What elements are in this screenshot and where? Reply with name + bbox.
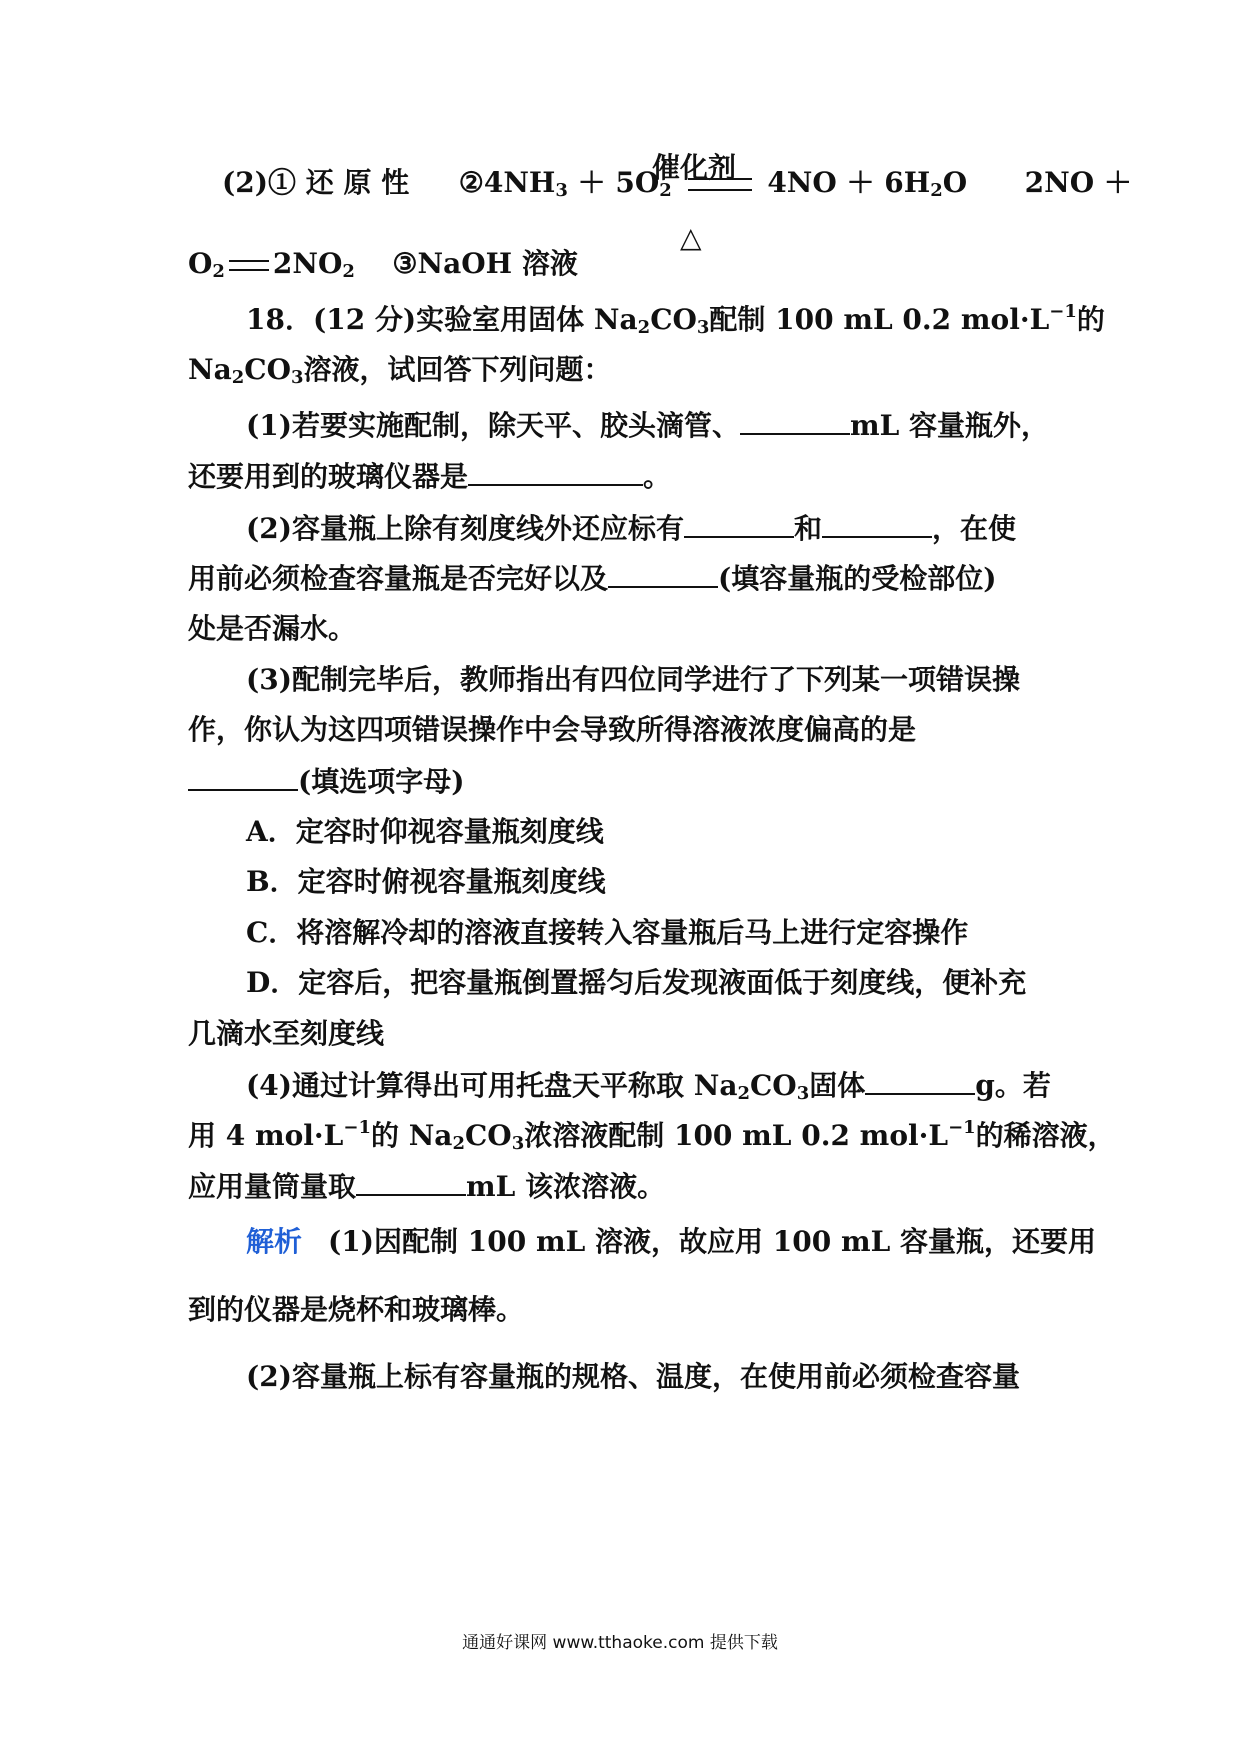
part-4-line-2: 用 4 $mol\cdot L^{-1}$的 $Na_2CO_3$浓溶液配制 100 mL 0.2 $mol\cdot L^{-1}$的稀溶液，	[188, 1117, 1116, 1154]
answer-blank[interactable]	[865, 1065, 975, 1095]
part-3-line-3: (填选项字母)	[188, 761, 1060, 802]
part-1-line-2: 还要用到的玻璃仪器是 。	[188, 456, 1060, 497]
question-18-heading: 18．(12 分)实验室用固体 $Na_2CO_3$配制 100 mL 0.2 $mol\cdot L^{-1}$的	[246, 301, 1105, 338]
answer-line-2: $O_2$ $2NO_2$ ③NaOH 溶液	[188, 247, 578, 282]
question-18-line-2: $Na_2CO_3$溶液，试回答下列问题：	[188, 353, 612, 388]
part-2-line-1: (2)容量瓶上除有刻度线外还应标有 和 ，在使	[246, 508, 1060, 549]
equal-sign	[229, 260, 269, 271]
answer-blank[interactable]	[684, 508, 794, 538]
answer-line-1: (2)① 还 原 性 $②4NH_3 + 5O_2$ $4NO + 6H_2O$ 2NO ＋	[222, 166, 1132, 201]
part-1-line-1: (1)若要实施配制，除天平、胶头滴管、 mL 容量瓶外，	[246, 405, 1060, 446]
option-c: C．将溶解冷却的溶液直接转入容量瓶后马上进行定容操作	[246, 916, 969, 949]
analysis-label: 解析	[246, 1225, 303, 1258]
answer-blank[interactable]	[822, 508, 932, 538]
answer-blank[interactable]	[608, 558, 718, 588]
part-4-line-1: (4)通过计算得出可用托盘天平称取 $Na_2CO_3$固体 g。若	[246, 1065, 1060, 1106]
page-footer: 通通好课网 www.tthaoke.com 提供下载	[462, 1633, 778, 1653]
reaction-equal-sign	[688, 178, 752, 191]
option-d-line-2: 几滴水至刻度线	[188, 1017, 385, 1050]
part-3-line-1: (3)配制完毕后，教师指出有四位同学进行了下列某一项错误操	[246, 663, 1020, 696]
analysis-line-3: (2)容量瓶上标有容量瓶的规格、温度，在使用前必须检查容量	[246, 1360, 1020, 1393]
answer-blank[interactable]	[468, 456, 643, 486]
heat-symbol: △	[680, 221, 702, 254]
analysis-line-2: 到的仪器是烧杯和玻璃棒。	[188, 1293, 525, 1326]
analysis-line-1: 解析 (1)因配制 100 mL 溶液，故应用 100 mL 容量瓶，还要用	[246, 1225, 1097, 1258]
answer-blank[interactable]	[740, 405, 850, 435]
option-b: B．定容时俯视容量瓶刻度线	[246, 865, 606, 898]
part-3-line-2: 作，你认为这四项错误操作中会导致所得溶液浓度偏高的是	[188, 713, 917, 746]
option-d-line-1: D．定容后，把容量瓶倒置摇匀后发现液面低于刻度线，便补充	[246, 966, 1027, 999]
part-4-line-3: 应用量筒量取 mL 该浓溶液。	[188, 1166, 1060, 1207]
part-2-line-2: 用前必须检查容量瓶是否完好以及 (填容量瓶的受检部位)	[188, 558, 1060, 599]
option-a: A．定容时仰视容量瓶刻度线	[246, 815, 604, 848]
answer-blank[interactable]	[188, 761, 298, 791]
part-2-line-3: 处是否漏水。	[188, 612, 357, 645]
catalyst-label: 催化剂	[652, 151, 737, 184]
answer-blank[interactable]	[356, 1166, 466, 1196]
